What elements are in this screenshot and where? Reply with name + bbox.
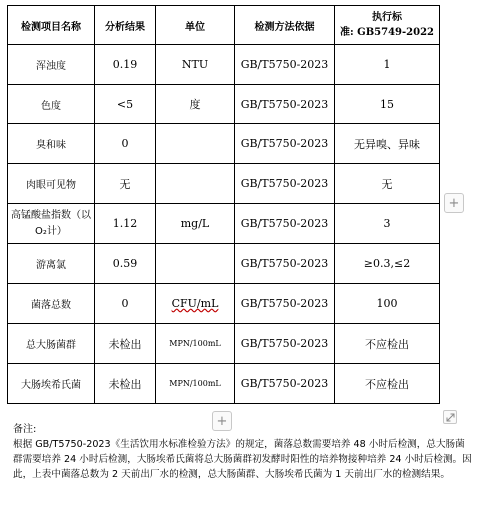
cell-method: GB/T5750-2023 bbox=[235, 85, 335, 124]
notes-body: 根据 GB/T5750-2023《生活饮用水标准检验方法》的规定，菌落总数需要培养 48 小时后检测，总大肠菌群需要培养 24 小时后检测，大肠埃希氏菌将总大肠菌群初发酵时阳性的培养物接种培养 24 小时后检测。因此，上表中菌落总数为 2 天前出厂水的检测，总大肠菌群、大肠埃希氏菌为 1 天前出厂水的检测结果。 bbox=[13, 439, 472, 480]
cell-standard: 不应检出 bbox=[335, 364, 440, 404]
cell-unit bbox=[156, 284, 235, 324]
cell-method: GB/T5750-2023 bbox=[235, 364, 335, 404]
cell-unit: mg/L bbox=[156, 204, 235, 244]
table-row bbox=[8, 124, 440, 164]
header-standard-line1: 执行标 bbox=[372, 12, 402, 23]
cell-standard: 100 bbox=[335, 284, 440, 324]
cell-unit bbox=[156, 164, 235, 204]
cell-method: GB/T5750-2023 bbox=[235, 45, 335, 85]
notes-title: 备注: bbox=[13, 424, 37, 435]
header-standard bbox=[335, 6, 440, 45]
cell-method: GB/T5750-2023 bbox=[235, 164, 335, 204]
cell-result: 无 bbox=[95, 164, 156, 204]
notes-section bbox=[13, 422, 473, 482]
cell-result: 0 bbox=[95, 124, 156, 164]
cell-method: GB/T5750-2023 bbox=[235, 244, 335, 284]
cell-standard: 无 bbox=[335, 164, 440, 204]
add-row-button[interactable]: + bbox=[212, 411, 232, 431]
cell-standard: 1 bbox=[335, 45, 440, 85]
cell-item: 大肠埃希氏菌 bbox=[8, 364, 95, 404]
document-page bbox=[7, 5, 440, 404]
cell-item: 游离氯 bbox=[8, 244, 95, 284]
table-header-row bbox=[8, 6, 440, 45]
table-row bbox=[8, 364, 440, 404]
cell-result: 未检出 bbox=[95, 324, 156, 364]
header-standard-line2: 准: GB5749-2022 bbox=[340, 27, 434, 38]
cell-item: 臭和味 bbox=[8, 124, 95, 164]
water-quality-table bbox=[7, 5, 440, 404]
cell-method: GB/T5750-2023 bbox=[235, 324, 335, 364]
cell-result: <5 bbox=[95, 85, 156, 124]
table-row bbox=[8, 324, 440, 364]
header-item: 检测项目名称 bbox=[8, 6, 95, 45]
cell-item: 高锰酸盐指数（以 O₂计） bbox=[8, 204, 95, 244]
cell-result: 1.12 bbox=[95, 204, 156, 244]
header-method: 检测方法依据 bbox=[235, 6, 335, 45]
cell-standard: 不应检出 bbox=[335, 324, 440, 364]
cell-unit bbox=[156, 124, 235, 164]
cell-item: 总大肠菌群 bbox=[8, 324, 95, 364]
cell-unit: MPN/100mL bbox=[156, 324, 235, 364]
table-row bbox=[8, 45, 440, 85]
cell-unit: NTU bbox=[156, 45, 235, 85]
cell-result: 0.19 bbox=[95, 45, 156, 85]
cell-unit-text: CFU/mL bbox=[171, 297, 219, 310]
cell-item: 菌落总数 bbox=[8, 284, 95, 324]
cell-method: GB/T5750-2023 bbox=[235, 124, 335, 164]
cell-method: GB/T5750-2023 bbox=[235, 204, 335, 244]
cell-item: 肉眼可见物 bbox=[8, 164, 95, 204]
cell-result: 未检出 bbox=[95, 364, 156, 404]
cell-result: 0.59 bbox=[95, 244, 156, 284]
cell-item: 浑浊度 bbox=[8, 45, 95, 85]
cell-standard: 15 bbox=[335, 85, 440, 124]
cell-result: 0 bbox=[95, 284, 156, 324]
cell-unit: 度 bbox=[156, 85, 235, 124]
cell-unit bbox=[156, 244, 235, 284]
table-row bbox=[8, 164, 440, 204]
cell-unit: MPN/100mL bbox=[156, 364, 235, 404]
table-row bbox=[8, 204, 440, 244]
cell-item: 色度 bbox=[8, 85, 95, 124]
cell-standard: 3 bbox=[335, 204, 440, 244]
header-unit: 单位 bbox=[156, 6, 235, 45]
table-row bbox=[8, 85, 440, 124]
resize-icon bbox=[446, 413, 455, 422]
add-column-button[interactable]: + bbox=[444, 193, 464, 213]
cell-method: GB/T5750-2023 bbox=[235, 284, 335, 324]
table-row bbox=[8, 284, 440, 324]
cell-standard: ≥0.3,≤2 bbox=[335, 244, 440, 284]
header-result: 分析结果 bbox=[95, 6, 156, 45]
table-row bbox=[8, 244, 440, 284]
cell-standard: 无异嗅、异味 bbox=[335, 124, 440, 164]
